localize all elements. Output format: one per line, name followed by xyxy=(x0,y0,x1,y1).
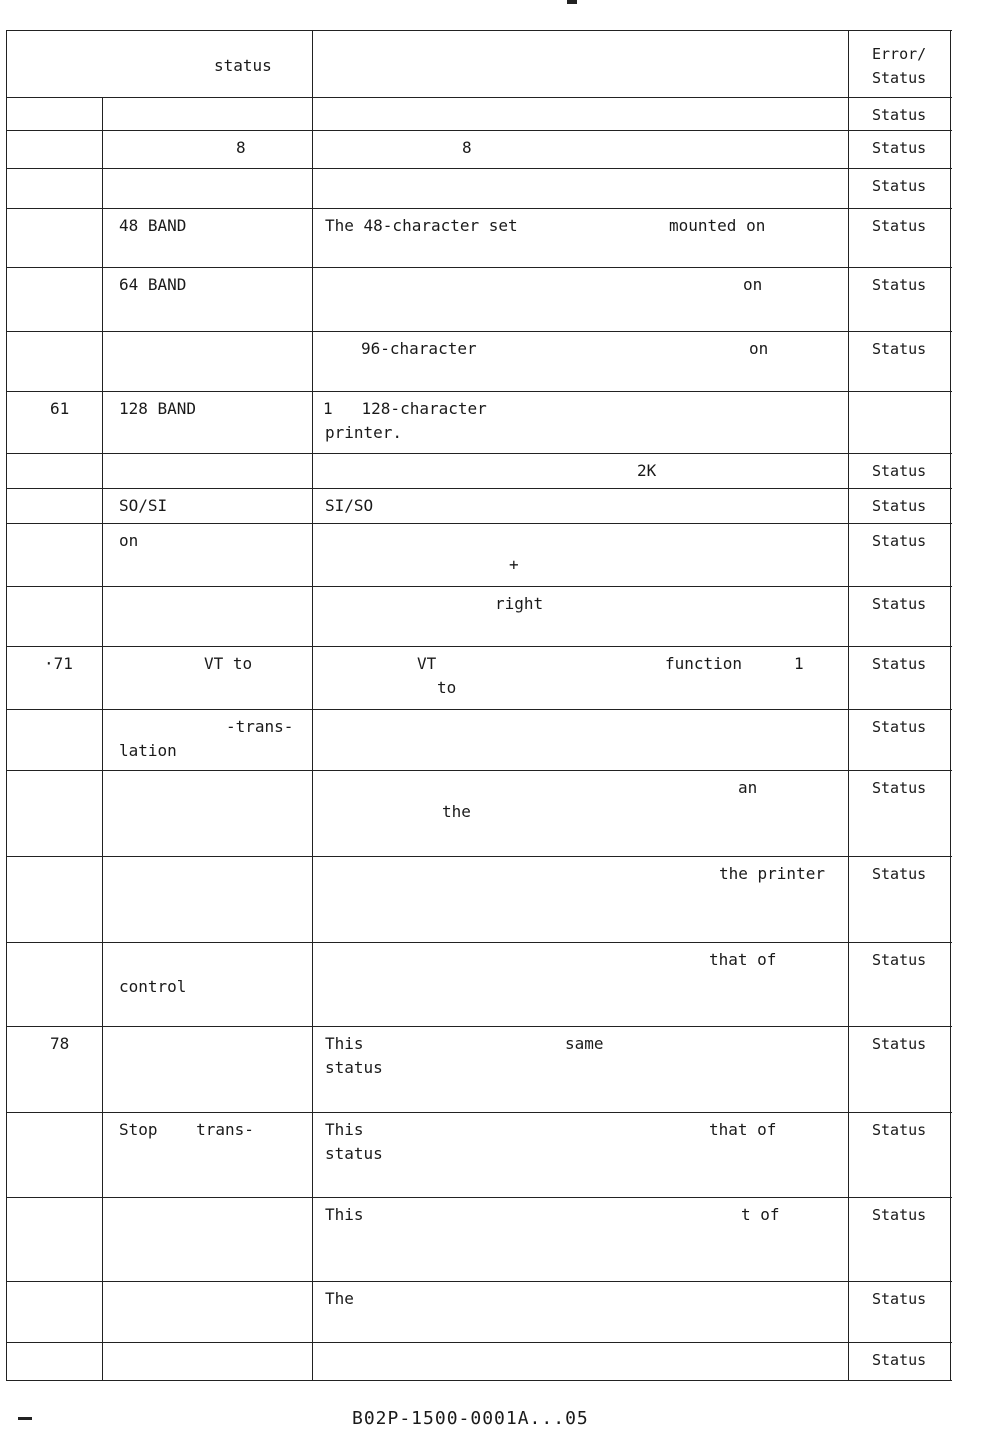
row-description-extra: that of xyxy=(709,950,777,969)
row-error-status: Status xyxy=(872,1206,927,1224)
table-rule xyxy=(6,770,952,771)
row-name-line2: lation xyxy=(119,741,177,760)
row-description: VT xyxy=(417,654,437,673)
row-description: right xyxy=(495,594,544,613)
row-description-extra: same xyxy=(565,1034,604,1053)
row-description-extra: 2K xyxy=(637,461,657,480)
row-description-extra: t of xyxy=(741,1205,780,1224)
table-rule xyxy=(6,208,952,209)
row-description: This xyxy=(325,1120,364,1139)
row-error-status: Status xyxy=(872,139,927,157)
row-description-extra: on xyxy=(749,339,769,358)
row-name-line2: control xyxy=(119,977,187,996)
row-number: ·71 xyxy=(44,654,73,673)
row-error-status: Status xyxy=(872,1351,927,1369)
row-description: The xyxy=(325,1289,354,1308)
table-rule xyxy=(6,1197,952,1198)
row-error-status: Status xyxy=(872,779,927,797)
row-name: -trans- xyxy=(226,717,294,736)
row-description-extra: mounted on xyxy=(669,216,766,235)
table-rule xyxy=(6,646,952,647)
table-rule xyxy=(6,1112,952,1113)
table-rule xyxy=(6,168,952,169)
row-description: 96-character xyxy=(361,339,477,358)
table-rule xyxy=(6,30,952,31)
page-top-mark xyxy=(567,0,577,4)
row-description: This xyxy=(325,1034,364,1053)
row-description-line2: to xyxy=(437,678,457,697)
table-rule xyxy=(6,267,952,268)
row-name: 128 BAND xyxy=(119,399,197,418)
header-status-label: status xyxy=(214,56,272,75)
row-error-status: Status xyxy=(872,1290,927,1308)
row-description-line2: printer. xyxy=(325,423,403,442)
header-error-label: Error/ xyxy=(872,45,927,63)
table-rule xyxy=(6,1380,952,1381)
table-rule xyxy=(6,130,952,131)
table-rule xyxy=(6,1342,952,1343)
row-error-status: Status xyxy=(872,106,927,124)
row-error-status: Status xyxy=(872,1035,927,1053)
footer-dash xyxy=(18,1417,32,1420)
row-error-status: Status xyxy=(872,718,927,736)
table-rule xyxy=(6,942,952,943)
row-name: 48 BAND xyxy=(119,216,187,235)
table-rule xyxy=(6,488,952,489)
row-error-status: Status xyxy=(872,865,927,883)
row-error-status: Status xyxy=(872,177,927,195)
row-name: SO/SI xyxy=(119,496,168,515)
row-description-extra: function xyxy=(665,654,743,673)
row-error-status: Status xyxy=(872,532,927,550)
row-description-extra: on xyxy=(743,275,763,294)
row-error-status: Status xyxy=(872,951,927,969)
table-rule xyxy=(6,586,952,587)
row-name: on xyxy=(119,531,139,550)
table-rule xyxy=(6,391,952,392)
table-rule xyxy=(6,331,952,332)
row-description-line2: status xyxy=(325,1144,383,1163)
row-description-line2: + xyxy=(509,555,519,574)
table-left-border xyxy=(6,30,7,1380)
table-rule xyxy=(6,1026,952,1027)
row-error-status: Status xyxy=(872,655,927,673)
table-rule xyxy=(6,856,952,857)
table-right-border xyxy=(950,30,951,1380)
row-description-line2: the xyxy=(442,802,471,821)
column-divider-type xyxy=(848,30,849,1380)
row-description: The 48-character set xyxy=(325,216,518,235)
column-divider-desc xyxy=(312,30,313,1380)
table-rule xyxy=(6,709,952,710)
row-error-status: Status xyxy=(872,497,927,515)
row-number: 61 xyxy=(50,399,70,418)
row-description-extra2: 1 xyxy=(794,654,804,673)
table-rule xyxy=(6,97,952,98)
row-description: 1 128-character xyxy=(323,399,487,418)
row-name: VT to xyxy=(204,654,253,673)
row-description-extra: the printer xyxy=(719,864,825,883)
row-description: 8 xyxy=(462,138,472,157)
row-name: Stop trans- xyxy=(119,1120,254,1139)
table-rule xyxy=(6,523,952,524)
row-name: 8 xyxy=(236,138,246,157)
row-error-status: Status xyxy=(872,276,927,294)
row-description: This xyxy=(325,1205,364,1224)
table-rule xyxy=(6,1281,952,1282)
column-divider-name xyxy=(102,97,103,1380)
row-error-status: Status xyxy=(872,1121,927,1139)
row-description-extra: that of xyxy=(709,1120,777,1139)
row-number: 78 xyxy=(50,1034,70,1053)
row-error-status: Status xyxy=(872,595,927,613)
header-status-label-2: Status xyxy=(872,69,927,87)
row-description: SI/SO xyxy=(325,496,374,515)
footer-doc-id: B02P-1500-0001A...05 xyxy=(352,1408,589,1429)
row-name: 64 BAND xyxy=(119,275,187,294)
row-description-extra: an xyxy=(738,778,758,797)
row-error-status: Status xyxy=(872,217,927,235)
table-rule xyxy=(6,453,952,454)
row-error-status: Status xyxy=(872,340,927,358)
row-description-line2: status xyxy=(325,1058,383,1077)
row-error-status: Status xyxy=(872,462,927,480)
